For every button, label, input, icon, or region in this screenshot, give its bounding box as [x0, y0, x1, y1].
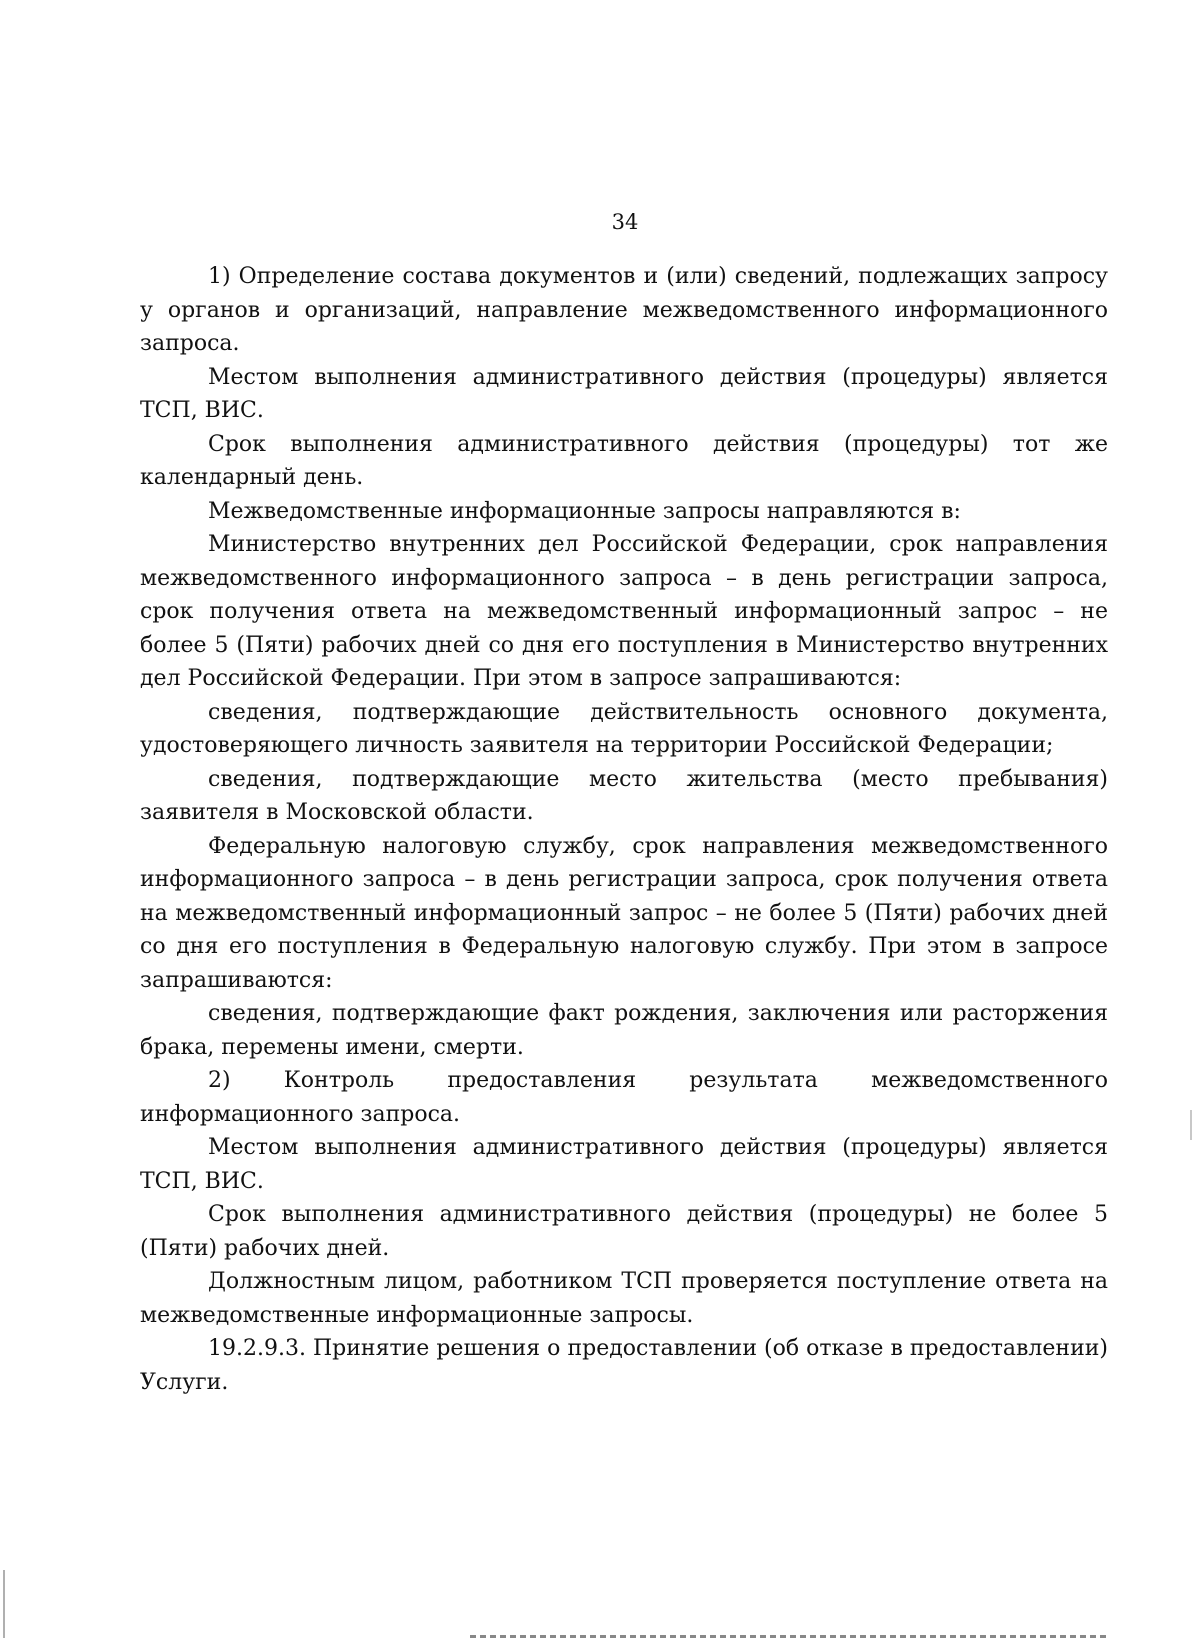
paragraph-13: Должностным лицом, работником ТСП проверяется поступление ответа на межведомственные информационные запросы.: [140, 1269, 1108, 1328]
paragraph-8: Федеральную налоговую службу, срок направления межведомственного информационного запроса – в день регистрации запроса, срок получения ответа на межведомственный информационный запрос – не более 5 (Пяти) рабочих дней со дня его поступления в Федеральную налоговую службу. При этом в запросе запрашиваются:: [140, 833, 1108, 993]
paragraph-3: Срок выполнения административного действия (процедуры) тот же календарный день.: [140, 431, 1108, 490]
paragraph-11: Местом выполнения административного действия (процедуры) является ТСП, ВИС.: [140, 1135, 1108, 1194]
page-number: 34: [611, 210, 639, 234]
paragraph-7: сведения, подтверждающие место жительства (место пребывания) заявителя в Московской области.: [140, 766, 1108, 825]
paragraph-6: сведения, подтверждающие действительность основного документа, удостоверяющего личность заявителя на территории Российской Федерации;: [140, 699, 1108, 758]
paragraph-12: Срок выполнения административного действия (процедуры) не более 5 (Пяти) рабочих дней.: [140, 1202, 1108, 1261]
paragraph-2: Местом выполнения административного действия (процедуры) является ТСП, ВИС.: [140, 364, 1108, 423]
document-body: [140, 260, 1108, 1399]
paragraph-10: 2) Контроль предоставления результата межведомственного информационного запроса.: [140, 1068, 1108, 1127]
paragraph-14: 19.2.9.3. Принятие решения о предоставлении (об отказе в предоставлении) Услуги.: [140, 1336, 1108, 1395]
scan-edge-mark-left: [3, 1570, 5, 1638]
paragraph-5: Министерство внутренних дел Российской Федерации, срок направления межведомственного информационного запроса – в день регистрации запроса, срок получения ответа на межведомственный информационный запрос – не более 5 (Пяти) рабочих дней со дня его поступления в Министерство внутренних дел Российской Федерации. При этом в запросе запрашиваются:: [140, 532, 1108, 691]
paragraph-1: 1) Определение состава документов и (или) сведений, подлежащих запросу у органов и организаций, направление межведомственного информационного запроса.: [140, 264, 1108, 356]
paragraph-4: Межведомственные информационные запросы направляются в:: [208, 498, 961, 524]
scan-edge-mark-right: [1190, 1110, 1192, 1140]
paragraph-9: сведения, подтверждающие факт рождения, заключения или расторжения брака, перемены имени, смерти.: [140, 1001, 1108, 1060]
